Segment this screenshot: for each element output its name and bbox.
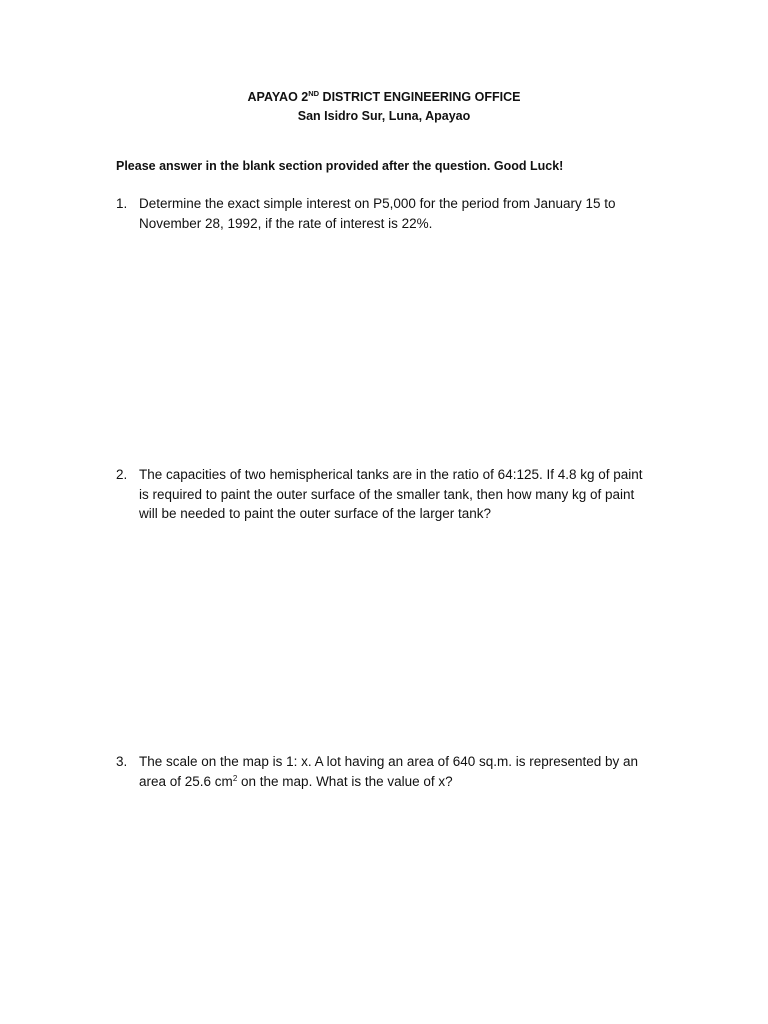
question-line: is required to paint the outer surface of the smaller tank, then how many kg of paint: [139, 486, 635, 502]
question-text: [139, 194, 676, 233]
question-1: [116, 194, 676, 233]
office-title-superscript: ND: [308, 89, 320, 98]
question-text: [139, 465, 676, 524]
question-line-suffix: on the map. What is the value of x?: [237, 773, 453, 789]
question-number: 3.: [116, 754, 128, 769]
question-number: 1.: [116, 196, 128, 211]
question-line: The scale on the map is 1: x. A lot having an area of 640 sq.m. is represented by an: [139, 754, 639, 769]
document-header: [0, 88, 768, 126]
question-2: [116, 465, 676, 524]
question-line: will be needed to paint the outer surface of the larger tank?: [139, 506, 491, 521]
office-title-suffix: DISTRICT ENGINEERING OFFICE: [319, 90, 521, 104]
squared-superscript: 2: [232, 773, 238, 783]
question-line: The capacities of two hemispherical tanks are in the ratio of 64:125. If 4.8 kg of paint: [139, 467, 643, 482]
question-text: [139, 752, 676, 791]
office-title: [0, 88, 768, 107]
question-3: [116, 752, 676, 791]
question-line: November 28, 1992, if the rate of interest is 22%.: [139, 215, 433, 231]
question-number: 2.: [116, 467, 128, 482]
question-line-prefix: area of 25.6 cm: [139, 773, 233, 789]
question-line: [139, 772, 676, 792]
question-line: Determine the exact simple interest on P5,000 for the period from January 15 to: [139, 196, 616, 211]
instruction-text: Please answer in the blank section provided after the question. Good Luck!: [116, 159, 564, 173]
office-address: San Isidro Sur, Luna, Apayao: [297, 109, 471, 123]
office-title-prefix: APAYAO 2: [247, 90, 309, 104]
